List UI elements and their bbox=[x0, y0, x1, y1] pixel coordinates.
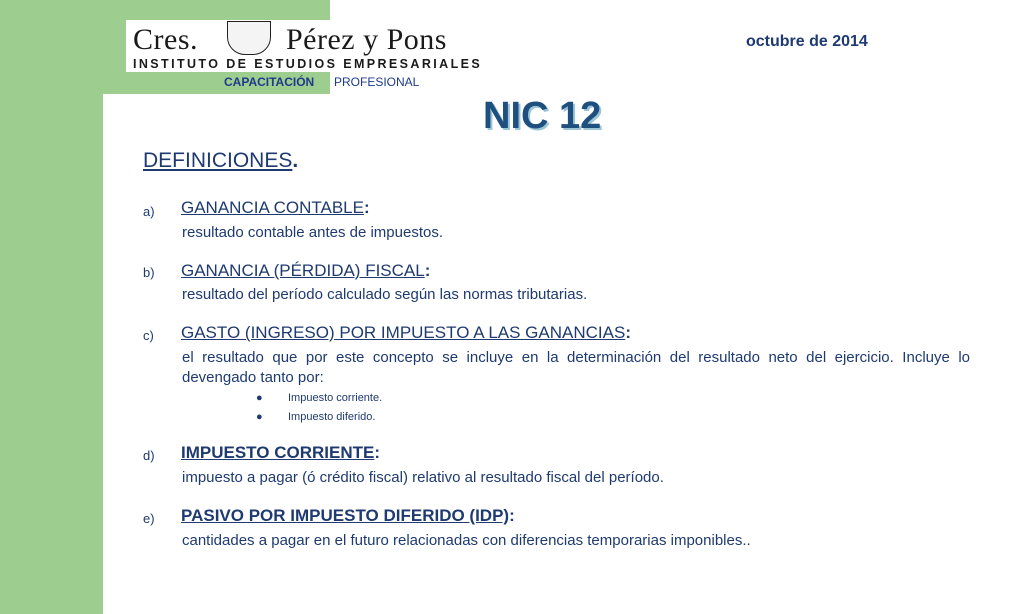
slide-date: octubre de 2014 bbox=[746, 33, 868, 50]
item-a-heading bbox=[181, 198, 370, 218]
bullet-item bbox=[256, 411, 375, 423]
item-e-title: PASIVO POR IMPUESTO DIFERIDO (IDP) bbox=[181, 506, 510, 525]
item-d-colon: : bbox=[374, 443, 380, 462]
item-d-title: IMPUESTO CORRIENTE bbox=[181, 443, 375, 462]
item-d-text: impuesto a pagar (ó crédito fiscal) relativo al resultado fiscal del período. bbox=[182, 469, 664, 486]
institute-logo bbox=[126, 20, 495, 72]
bullet-text: Impuesto corriente. bbox=[288, 392, 383, 404]
item-d-heading bbox=[181, 443, 380, 463]
item-e-colon: : bbox=[509, 506, 515, 525]
item-c-letter: c) bbox=[143, 328, 154, 343]
item-e-text: cantidades a pagar en el futuro relacionadas con diferencias temporarias imponibles.. bbox=[182, 532, 751, 549]
item-b-colon: : bbox=[424, 261, 431, 280]
bullet-dot-icon: ● bbox=[256, 392, 263, 404]
item-e-letter: e) bbox=[143, 511, 155, 526]
item-b-text: resultado del período calculado según las normas tributarias. bbox=[182, 286, 588, 303]
bullet-item bbox=[256, 392, 382, 404]
sidebar-band bbox=[0, 94, 103, 614]
item-e-heading bbox=[181, 506, 515, 526]
tagline-profesional: PROFESIONAL bbox=[334, 75, 420, 89]
logo-subtitle: INSTITUTO DE ESTUDIOS EMPRESARIALES bbox=[133, 57, 483, 71]
item-c-heading bbox=[181, 323, 631, 343]
slide-title: NIC 12 bbox=[483, 95, 602, 137]
bullet-dot-icon: ● bbox=[256, 411, 263, 423]
logo-title bbox=[133, 23, 447, 57]
item-b-title: GANANCIA (PÉRDIDA) FISCAL bbox=[181, 261, 425, 280]
item-a-colon: : bbox=[363, 198, 370, 217]
section-punct: . bbox=[292, 149, 299, 172]
item-c-colon: : bbox=[625, 323, 631, 342]
item-a-letter: a) bbox=[143, 204, 155, 219]
item-b-heading bbox=[181, 261, 430, 281]
item-a-title: GANANCIA CONTABLE bbox=[181, 198, 364, 217]
crest-icon bbox=[227, 21, 271, 55]
item-c-title: GASTO (INGRESO) POR IMPUESTO A LAS GANANCIAS bbox=[181, 323, 626, 342]
tagline-capacitacion: CAPACITACIÓN bbox=[224, 75, 315, 89]
section-title: DEFINICIONES bbox=[143, 149, 293, 172]
logo-name-right: Pérez y Pons bbox=[286, 23, 447, 56]
item-c-text: el resultado que por este concepto se incluye en la determinación del resultado neto del ejercicio. Incluye lo devengado tanto por: bbox=[182, 349, 970, 386]
item-a-text: resultado contable antes de impuestos. bbox=[182, 224, 443, 241]
bullet-text: Impuesto diferido. bbox=[288, 411, 376, 423]
item-d-letter: d) bbox=[143, 448, 155, 463]
item-b-letter: b) bbox=[143, 265, 155, 280]
section-heading bbox=[143, 149, 298, 173]
logo-name-left: Cres. bbox=[133, 23, 198, 56]
